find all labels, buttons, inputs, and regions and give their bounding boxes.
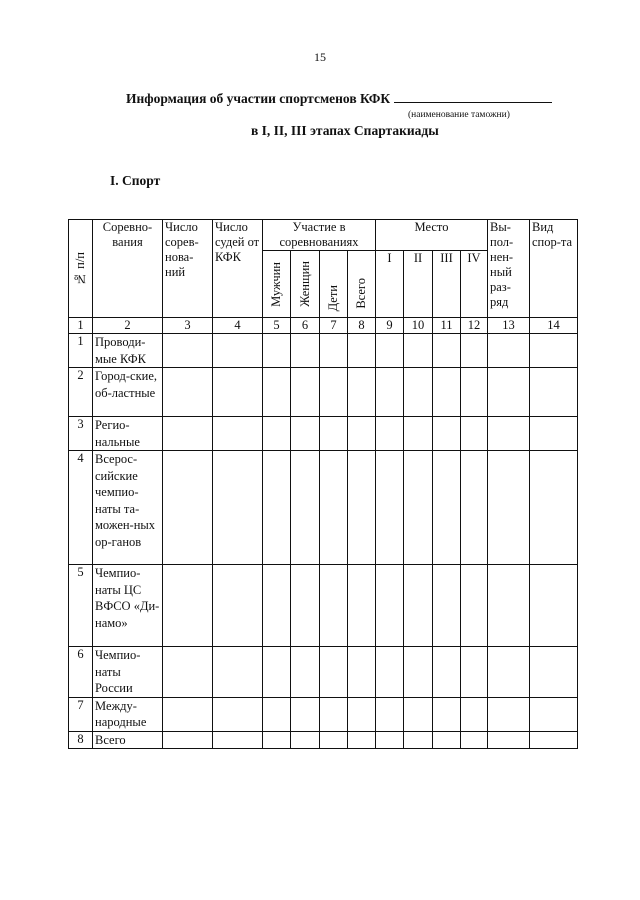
- column-number: 14: [530, 318, 578, 334]
- empty-cell: [163, 334, 213, 368]
- empty-cell: [291, 565, 320, 647]
- empty-cell: [488, 417, 530, 451]
- row-competition-name: Между-народные: [93, 697, 163, 731]
- empty-cell: [291, 368, 320, 417]
- empty-cell: [488, 334, 530, 368]
- empty-cell: [488, 647, 530, 698]
- row-competition-name: Город-ские, об-ластные: [93, 368, 163, 417]
- empty-cell: [376, 565, 404, 647]
- empty-cell: [433, 697, 461, 731]
- row-competition-name: Проводи-мые КФК: [93, 334, 163, 368]
- row-number: 1: [69, 334, 93, 368]
- empty-cell: [461, 647, 488, 698]
- column-number: 2: [93, 318, 163, 334]
- empty-cell: [320, 334, 348, 368]
- empty-cell: [263, 334, 291, 368]
- empty-cell: [461, 697, 488, 731]
- column-numbers-row: [69, 318, 578, 334]
- table-row: [69, 565, 578, 647]
- empty-cell: [263, 647, 291, 698]
- empty-cell: [433, 731, 461, 749]
- empty-cell: [488, 368, 530, 417]
- empty-cell: [263, 731, 291, 749]
- empty-cell: [291, 697, 320, 731]
- empty-cell: [530, 565, 578, 647]
- header-rank: Вы-пол-нен-ный раз-ряд: [488, 220, 530, 318]
- header-competitions: Соревно-вания: [93, 220, 163, 318]
- empty-cell: [376, 368, 404, 417]
- column-number: 3: [163, 318, 213, 334]
- empty-cell: [263, 565, 291, 647]
- empty-cell: [291, 417, 320, 451]
- empty-cell: [163, 731, 213, 749]
- row-number: 2: [69, 368, 93, 417]
- empty-cell: [376, 647, 404, 698]
- empty-cell: [263, 451, 291, 565]
- empty-cell: [320, 697, 348, 731]
- table-row: [69, 647, 578, 698]
- empty-cell: [291, 451, 320, 565]
- row-number: 5: [69, 565, 93, 647]
- empty-cell: [433, 417, 461, 451]
- column-number: 8: [348, 318, 376, 334]
- empty-cell: [348, 697, 376, 731]
- empty-cell: [530, 451, 578, 565]
- empty-cell: [163, 417, 213, 451]
- row-competition-name: Всего: [93, 731, 163, 749]
- empty-cell: [213, 417, 263, 451]
- empty-cell: [461, 731, 488, 749]
- empty-cell: [348, 417, 376, 451]
- empty-cell: [213, 368, 263, 417]
- empty-cell: [376, 697, 404, 731]
- empty-cell: [488, 697, 530, 731]
- empty-cell: [433, 334, 461, 368]
- empty-cell: [348, 334, 376, 368]
- empty-cell: [263, 417, 291, 451]
- empty-cell: [433, 368, 461, 417]
- header-women: [291, 251, 320, 318]
- header-men: [263, 251, 291, 318]
- header-total: [348, 251, 376, 318]
- row-competition-name: Всерос-сийские чемпио-наты та-можен-ных ор-ганов: [93, 451, 163, 565]
- empty-cell: [320, 368, 348, 417]
- document-subtitle: в I, II, III этапах Спартакиады: [251, 123, 439, 138]
- empty-cell: [433, 647, 461, 698]
- row-number: 7: [69, 697, 93, 731]
- empty-cell: [213, 731, 263, 749]
- empty-cell: [530, 417, 578, 451]
- empty-cell: [348, 565, 376, 647]
- document-title: [126, 90, 552, 107]
- empty-cell: [213, 334, 263, 368]
- empty-cell: [461, 451, 488, 565]
- header-place-1: I: [376, 251, 404, 318]
- empty-cell: [320, 417, 348, 451]
- empty-cell: [291, 334, 320, 368]
- empty-cell: [348, 451, 376, 565]
- header-num-judges: Число судей от КФК: [213, 220, 263, 318]
- empty-cell: [291, 731, 320, 749]
- empty-cell: [348, 368, 376, 417]
- empty-cell: [376, 731, 404, 749]
- column-number: 13: [488, 318, 530, 334]
- empty-cell: [320, 647, 348, 698]
- column-number: 11: [433, 318, 461, 334]
- section-title: I. Спорт: [110, 173, 161, 188]
- page-number: 15: [314, 50, 326, 64]
- empty-cell: [163, 451, 213, 565]
- empty-cell: [163, 565, 213, 647]
- row-competition-name: Чемпио-наты России: [93, 647, 163, 698]
- row-number: 6: [69, 647, 93, 698]
- empty-cell: [320, 731, 348, 749]
- empty-cell: [213, 647, 263, 698]
- empty-cell: [404, 697, 433, 731]
- column-number: 10: [404, 318, 433, 334]
- empty-cell: [461, 368, 488, 417]
- header-total-label: Всего: [354, 278, 368, 309]
- table-row: [69, 417, 578, 451]
- header-place-3: III: [433, 251, 461, 318]
- empty-cell: [263, 697, 291, 731]
- empty-cell: [163, 697, 213, 731]
- empty-cell: [213, 697, 263, 731]
- row-competition-name: Чемпио-наты ЦС ВФСО «Ди-намо»: [93, 565, 163, 647]
- empty-cell: [530, 368, 578, 417]
- header-num: [69, 220, 93, 318]
- table-row: [69, 368, 578, 417]
- header-men-label: Мужчин: [269, 261, 283, 307]
- empty-cell: [263, 368, 291, 417]
- column-number: 6: [291, 318, 320, 334]
- column-number: 5: [263, 318, 291, 334]
- blank-caption: (наименование таможни): [408, 110, 510, 120]
- header-participation: Участие в соревнованиях: [263, 220, 376, 251]
- header-sport: Вид спор-та: [530, 220, 578, 318]
- empty-cell: [213, 565, 263, 647]
- customs-name-blank: [394, 90, 552, 103]
- empty-cell: [163, 368, 213, 417]
- table-row: [69, 697, 578, 731]
- empty-cell: [320, 565, 348, 647]
- empty-cell: [530, 647, 578, 698]
- empty-cell: [404, 451, 433, 565]
- empty-cell: [404, 565, 433, 647]
- empty-cell: [461, 334, 488, 368]
- empty-cell: [213, 451, 263, 565]
- empty-cell: [291, 647, 320, 698]
- empty-cell: [163, 647, 213, 698]
- column-number: 9: [376, 318, 404, 334]
- title-text: Информация об участии спортсменов КФК: [126, 91, 391, 106]
- table-row: [69, 451, 578, 565]
- column-number: 7: [320, 318, 348, 334]
- column-number: 12: [461, 318, 488, 334]
- empty-cell: [348, 647, 376, 698]
- header-place: Место: [376, 220, 488, 251]
- sport-participation-table: [68, 219, 578, 749]
- empty-cell: [404, 417, 433, 451]
- empty-cell: [433, 451, 461, 565]
- header-place-4: IV: [461, 251, 488, 318]
- header-num-label: № п/п: [73, 251, 87, 286]
- empty-cell: [530, 334, 578, 368]
- empty-cell: [461, 565, 488, 647]
- table-row: [69, 731, 578, 749]
- empty-cell: [404, 647, 433, 698]
- empty-cell: [488, 731, 530, 749]
- header-women-label: Женщин: [297, 261, 312, 307]
- empty-cell: [488, 565, 530, 647]
- empty-cell: [376, 451, 404, 565]
- row-number: 8: [69, 731, 93, 749]
- empty-cell: [320, 451, 348, 565]
- row-number: 4: [69, 451, 93, 565]
- header-num-competitions: Число сорев-нова-ний: [163, 220, 213, 318]
- empty-cell: [461, 417, 488, 451]
- column-number: 1: [69, 318, 93, 334]
- table-row: [69, 334, 578, 368]
- empty-cell: [376, 334, 404, 368]
- empty-cell: [404, 334, 433, 368]
- empty-cell: [404, 731, 433, 749]
- empty-cell: [348, 731, 376, 749]
- header-children-label: Дети: [326, 284, 340, 311]
- column-number: 4: [213, 318, 263, 334]
- empty-cell: [530, 731, 578, 749]
- header-place-2: II: [404, 251, 433, 318]
- empty-cell: [376, 417, 404, 451]
- empty-cell: [530, 697, 578, 731]
- row-number: 3: [69, 417, 93, 451]
- empty-cell: [433, 565, 461, 647]
- row-competition-name: Регио-нальные: [93, 417, 163, 451]
- empty-cell: [488, 451, 530, 565]
- header-children: [320, 251, 348, 318]
- empty-cell: [404, 368, 433, 417]
